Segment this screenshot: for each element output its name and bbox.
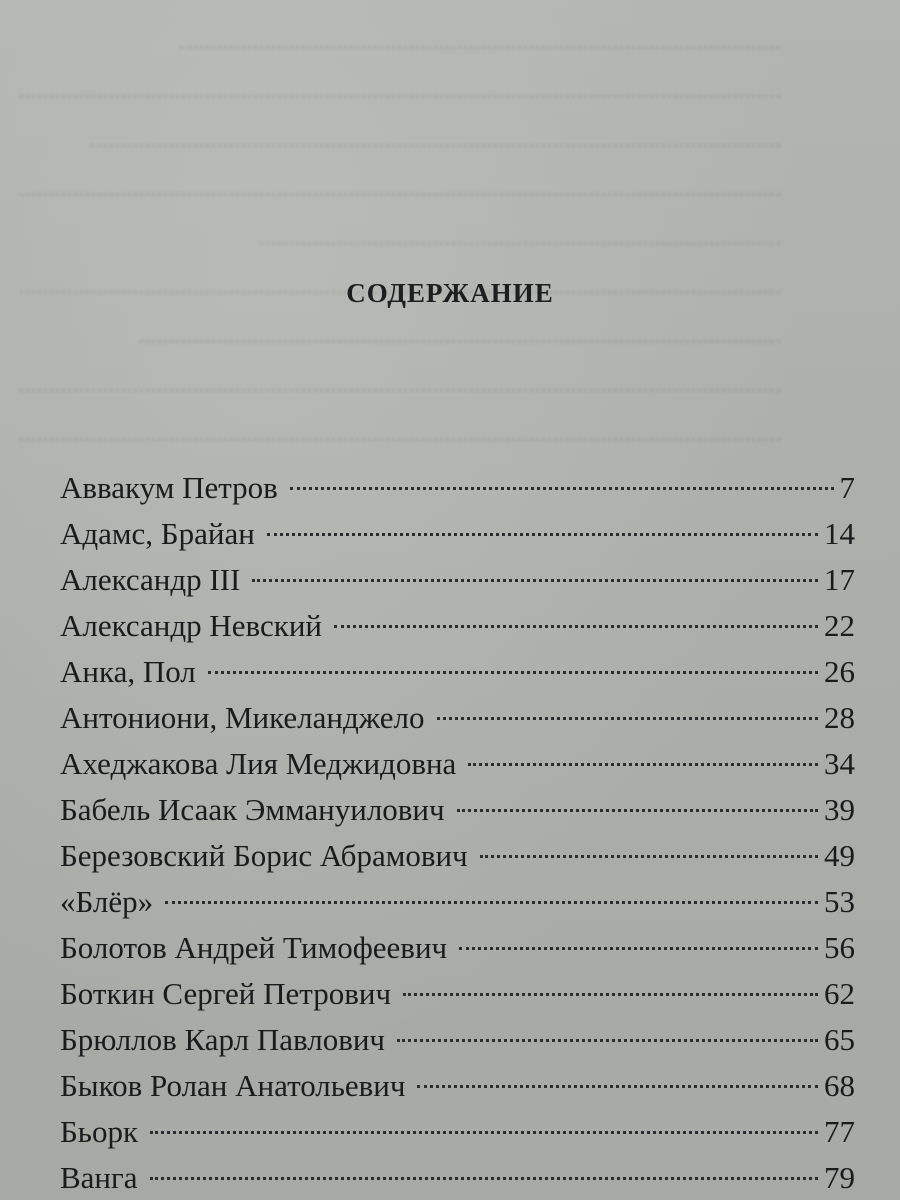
toc-entry-title: Адамс, Брайан (60, 516, 255, 551)
toc-entry-page-number: 62 (824, 976, 855, 1011)
toc-entry (60, 1017, 855, 1063)
dot-leader (150, 1177, 819, 1180)
dot-leader (457, 809, 818, 812)
toc-entry-title: «Блёр» (60, 884, 154, 919)
toc-entry-title: Антониони, Микеланджело (60, 700, 425, 735)
toc-entry-page-number: 49 (824, 838, 855, 873)
toc-entry (60, 603, 855, 649)
dot-leader (150, 1131, 818, 1134)
table-of-contents (60, 465, 855, 1200)
toc-entry (60, 1063, 855, 1109)
toc-entry-title: Брюллов Карл Павлович (60, 1022, 386, 1057)
toc-entry-title: Бьорк (60, 1114, 138, 1149)
toc-entry-page-number: 7 (839, 470, 855, 505)
toc-entry-title: Анка, Пол (60, 654, 196, 689)
toc-entry-title: Ахеджакова Лия Меджидовна (60, 746, 457, 781)
dot-leader (403, 993, 818, 996)
dot-leader (397, 1039, 818, 1042)
toc-entry (60, 833, 855, 879)
dot-leader (290, 487, 834, 490)
dot-leader (252, 579, 818, 582)
dot-leader (468, 763, 818, 766)
toc-entry-title: Александр III (60, 562, 241, 597)
toc-entry (60, 1109, 855, 1155)
toc-entry-title: Бабель Исаак Эммануилович (60, 792, 445, 827)
dot-leader (480, 855, 818, 858)
toc-entry-title: Быков Ролан Анатольевич (60, 1068, 406, 1103)
toc-entry-page-number: 68 (824, 1068, 855, 1103)
toc-entry-page-number: 34 (824, 746, 855, 781)
toc-entry (60, 695, 855, 741)
toc-entry-title: Боткин Сергей Петрович (60, 976, 392, 1011)
toc-entry-page-number: 39 (824, 792, 855, 827)
toc-entry-page-number: 56 (824, 930, 855, 965)
dot-leader (165, 901, 818, 904)
toc-entry-page-number: 26 (824, 654, 855, 689)
toc-entry-title: Болотов Андрей Тимофеевич (60, 930, 448, 965)
toc-entry (60, 465, 855, 511)
toc-entry-page-number: 79 (824, 1160, 855, 1195)
toc-entry-page-number: 14 (824, 516, 855, 551)
toc-entry-page-number: 77 (824, 1114, 855, 1149)
toc-entry (60, 557, 855, 603)
toc-entry (60, 787, 855, 833)
dot-leader (437, 717, 818, 720)
dot-leader (208, 671, 818, 674)
toc-entry (60, 511, 855, 557)
toc-entry-page-number: 65 (824, 1022, 855, 1057)
toc-entry-page-number: 17 (824, 562, 855, 597)
reverse-side-show-through (0, 0, 900, 460)
toc-entry (60, 879, 855, 925)
toc-entry (60, 971, 855, 1017)
toc-entry (60, 649, 855, 695)
toc-entry-title: Березовский Борис Абрамович (60, 838, 468, 873)
toc-entry-title: Аввакум Петров (60, 470, 278, 505)
dot-leader (334, 625, 818, 628)
toc-entry-page-number: 28 (824, 700, 855, 735)
contents-heading: СОДЕРЖАНИЕ (346, 278, 554, 308)
toc-entry (60, 741, 855, 787)
toc-entry-title: Ванга (60, 1160, 138, 1195)
dot-leader (417, 1085, 818, 1088)
toc-entry-page-number: 53 (824, 884, 855, 919)
dot-leader (267, 533, 818, 536)
dot-leader (459, 947, 818, 950)
toc-entry-title: Александр Невский (60, 608, 323, 643)
toc-entry (60, 925, 855, 971)
toc-entry-page-number: 22 (824, 608, 855, 643)
toc-entry (60, 1155, 855, 1200)
